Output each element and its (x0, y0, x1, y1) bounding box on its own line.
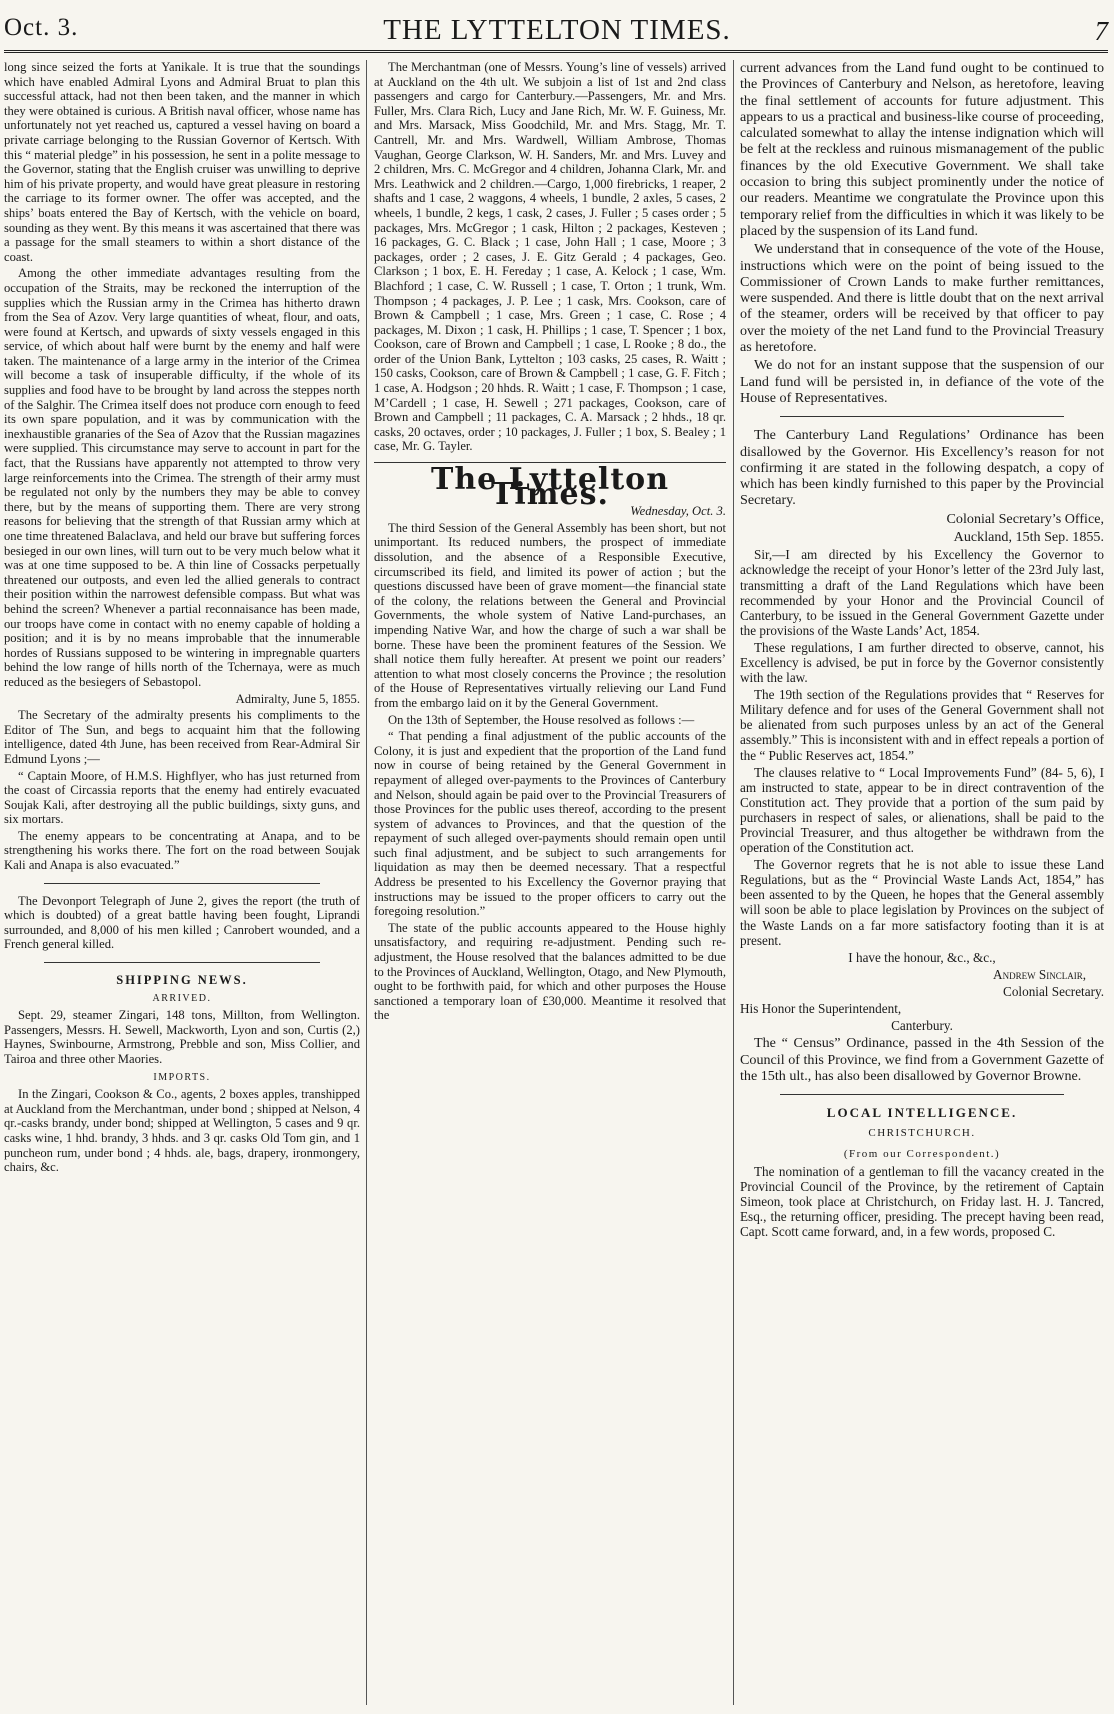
correspondent-note: (From our Correspondent.) (843, 1147, 1001, 1160)
paragraph: The Devonport Telegraph of June 2, gives the report (the truth of which is doubted) of a great battle having been fought, Liprandi surrounded, and 8,000 of his men killed ; Canrobert wounded, and a French general killed. (4, 893, 360, 952)
section-rule (44, 962, 320, 963)
paragraph: The Governor regrets that he is not able to issue these Land Regulations, but as the “ Provincial Waste Lands Act, 1854,” has been assented to by the Queen, he hopes that the General assembly will soon be able to place legislation by Provinces on the subject of the Waste Lands on a far more satisfactory footing than it is at present. (740, 857, 1104, 948)
paragraph: The third Session of the General Assembly has been short, but not unimportant. Its reduced numbers, the prospect of immediate dissolution, and the absence of a Responsible Executive, circumscribed its field, and limited its power of action ; but the questions discussed have been of grave moment—the financial state of the colony, the relations between the General and Provincial Governments, the whole system of Native Land-purchases, an impending Native War, and how the charge of such a war shall be borne. These have been the prominent features of the Session. We shall notice them fully hereafter. At present we point our readers’ attention to what most closely concerns the Province ; the resolution of the House of Representatives virtually relieving our Land Fund from the embargo laid on it by the General Government. (374, 520, 726, 710)
masthead (0, 0, 1114, 52)
paragraph: “ That pending a final adjustment of the public accounts of the Colony, it is just and expedient that the proportion of the Land fund now in course of being retained by the General Government in repayment of alleged over-payments to the Provinces of Canterbury and Nelson, should again be paid over to the Provincial Treasurers of those Provinces for the public uses thereof, according to the present system of advances to Provinces, and that the question of the repayment of such alleged over-payments should remain open until such final adjustment, and be subject to such arrangements for liquidation as may then be deemed necessary. That a respectful Address be presented to his Excellency the Governor praying that instructions may be issued to the proper officers to carry out the foregoing resolution.” (374, 729, 726, 919)
masthead-rule (4, 50, 1108, 53)
paragraph: In the Zingari, Cookson & Co., agents, 2 boxes apples, transhipped at Auckland from the Merchantman, under bond ; shipped at Nelson, 4 qr.-casks brandy, under bond; shipped at Wellington, 5 cases and 9 qr. casks wine, 1 hhd. brandy, 3 hhds. and 3 qr. casks Old Tom gin, and 1 puncheon rum, under bond ; 4 hhds. ale, bags, drapery, ironmongery, chairs, &c. (4, 1087, 360, 1175)
section-heading: SHIPPING NEWS. (116, 973, 248, 988)
despatch-date: Auckland, 15th Sep. 1855. (953, 529, 1104, 546)
column-2 (374, 60, 726, 1705)
paragraph: long since seized the forts at Yanikale. It is true that the soundings which have enabled Admiral Lyons and Admiral Bruat to plan this successful attack, had not then been taken, and the manner in which they were obtained is curious. A British naval officer, whose name has unfortunately not yet reached us, captured a vessel having on board a private carriage belonging to the Russian Governor of Kertsch. With this “ material pledge” in his possession, he sent in a polite message to the Governor, stating that the English cruiser was unwilling to deprive him of his private property, and would have great pleasure in restoring the carriage to its former owner. The offer was accepted, and the ships’ boats entered the Bay of Kertsch, with the vehicle on board, sounding as they went. By this means it was ascertained that there was a passage for the small steamers to within a short distance of the coast. (4, 60, 360, 264)
subsection-heading: IMPORTS. (153, 1071, 211, 1083)
column-divider (733, 60, 734, 1705)
local-body (740, 1164, 1104, 1239)
issue-date: Oct. 3. (4, 14, 79, 41)
paragraph: The state of the public accounts appeared to the House highly unsatisfactory, and requiring re-adjustment. Pending such re-adjustment, the House resolved that the balances admitted to be due to the Provinces of Auckland, Wellington, Otago, and New Plymouth, ought to be forthwith paid, for which and other purposes the House sanctioned a temporary loan of £30,000. Meantime it resolved that the (374, 920, 726, 1023)
newspaper-title: THE LYTTELTON TIMES. (383, 14, 731, 46)
paragraph: Among the other immediate advantages resulting from the occupation of the Straits, may be reckoned the interruption of the supplies which the Russian army in the Crimea has hitherto drawn from the Sea of Azov. Very large quantities of wheat, flour, and oats, were found at Kertsch, and upwards of sixty vessels engaged in this service, of which about half were burnt by the enemy and half were taken. The maintenance of a large army in the interior of the Crimea will become a task of insuperable difficulty, if the whole of its supplies and food have to be brought by land across the steppes north of the Salghir. The Crimea itself does not produce corn enough to feed its own spare population, and it was by communication with the inexhaustible granaries of the Sea of Azov that the Russian magazines were supplied. This circumstance may serve to account in part for the fact, that the Russians have apparently not attempted to throw very large reinforcements into the Crimea. The strength of their army must be regulated not only by the numbers they may be able to convey there, but by the means of supporting them. There are very strong reasons for believing that the strength of that Russian army which at one time threatened Balaclava, and held our brave but suffering forces besieged in our own lines, will turn out to be very much below what it was at one time supposed to be. A thin line of Cossacks perpetually threatened our outposts, and even led the allied generals to contract their position within the narrowest defensible compass. But what was behind the screen? Whenever a partial reconnaisance has been made, our troops have come in contact with no enemy capable of holding a position; and it is by no means improbable that the innumerable hordes of Russians supposed to be wintering in impregnable quarters behind the low range of hills north of the Tchernaya, were as much reduced as the besiegers of Sebastopol. (4, 266, 360, 689)
paragraph: The Secretary of the admiralty presents his compliments to the Editor of The Sun, and begs to acquaint him that the following intelligence, dated 4th June, has been received from Rear-Admiral Sir Edmund Lyons ;— (4, 708, 360, 766)
paragraph: The enemy appears to be concentrating at Anapa, and to be strengthening his works there. The fort on the road between Soujak Kali and Anapa is also evacuated.” (4, 828, 360, 873)
section-rule (780, 416, 1064, 417)
paragraph: The clauses relative to “ Local Improvements Fund” (84- 5, 6), I am instructed to state, appear to be in direct contravention of the Constitution act. They provide that a portion of the sum paid by purchasers in respect of sales, or alienations, shall be paid to the Provincial Treasurer, and thus altogether be withdrawn from the operation of the Constitution act. (740, 764, 1104, 856)
signer-name: Andrew Sinclair, (993, 966, 1086, 982)
paragraph: We do not for an instant suppose that the suspension of our Land fund will be persisted in, in defiance of the vote of the House of Representatives. (740, 357, 1104, 406)
addressee-place: Canterbury. (891, 1018, 953, 1034)
column-1 (4, 60, 360, 1705)
dateline: Admiralty, June 5, 1855. (235, 691, 360, 706)
despatch-office: Colonial Secretary’s Office, (946, 510, 1104, 527)
column-divider (366, 60, 367, 1705)
paragraph: We understand that in consequence of the vote of the House, instructions which were on the point of being issued to the Commissioner of Crown Lands to make further remittances, were suspended. And there is little doubt that on the next arrival of the steamer, orders will be received by that officer to pay over the moiety of the net Land fund to the Provincial Treasury as heretofore. (740, 241, 1104, 356)
paragraph: On the 13th of September, the House resolved as follows :— (388, 712, 695, 727)
paragraph: The Merchantman (one of Messrs. Young’s line of vessels) arrived at Auckland on the 4th ult. We subjoin a list of 1st and 2nd class passengers and cargo for Canterbury.—Passengers, Mr. and Mrs. Fuller, Mrs. Clara Rich, Lucy and Jane Rich, Mr. W. F. Guiness, Mr. and Mrs. Marsack, Miss Goodchild, Mr. and Mrs. Stagg, Mr. T. Cantrell, Mr. and Mrs. Wardwell, William Ambrose, Thomas Vaughan, George Clarkson, W. H. Sanders, Mr. and Mrs. Luvey and 2 children, Mrs. C. McGregor and 4 children, Johanna Clark, Mr. and Mrs. Leathwick and 2 children.—Cargo, 1,000 firebricks, 1 reaper, 2 shafts and 1 case, 2 waggons, 4 wheels, 1 bundle, 2 axles, 5 cases, 2 wheels, 1 bundle, 2 kegs, 1 cask, 2 cases, J. Fuller ; 5 cases order ; 5 packages, Mrs. McGregor ; 1 cask, Hilton ; 2 packages, Kesteven ; 16 packages, G. C. Black ; 1 case, John Hall ; 1 case, Moore ; 3 packages, order ; 2 cases, J. E. Gitz Gerald ; 4 packages, Geo. Clarkson ; 1 box, E. H. Fereday ; 1 case, A. Kelock ; 1 case, Wm. Blachford ; 1 case, C. W. Russell ; 1 case, T. Orton ; 1 trunk, Wm. Thompson ; 4 packages, J. P. Lee ; 1 cask, Mrs. Cookson, care of Brown & Campbell ; 1 case, Mrs. Green ; 1 case, C. Rose ; 4 packages, M. Dixon ; 1 cask, H. Phillips ; 1 case, T. Spencer ; 1 box, Cookson, care of Brown and Campbell ; 1 case, L Rooke ; 8 do., the order of the Union Bank, Lyttelton ; 103 casks, 25 cases, R. Waitt ; 150 casks, Cookson, care of Brown & Campbell ; 1 case, G. F. Fitch ; 1 case, A. Hodgson ; 20 hhds. R. Waitt ; 1 case, F. Thompson ; 1 case, M’Cardell ; 1 case, H. Sewell ; 271 packages, Cookson, care of Brown and Campbell ; 11 packages, C. A. Marsack ; 2 hhds., 18 qr. casks, 20 octaves, order ; 10 packages, J. Fuller ; 1 box, S. Bealey ; 1 case, Mr. G. Tayler. (374, 60, 726, 454)
paragraph: The nomination of a gentleman to fill the vacancy created in the Provincial Council of the Province, by the retirement of Captain Simeon, took place at Christchurch, on Friday last. H. J. Tancred, Esq., the returning officer, presiding. The precept having been read, Capt. Scott came forward, and, in a few words, proposed C. (740, 1164, 1104, 1240)
paragraph: “ Captain Moore, of H.M.S. Highflyer, who has just returned from the coast of Circassia reports that the enemy had entirely evacuated Soujak Kali, after destroying all the public buildings, sixty guns, and six mortars. (4, 768, 360, 827)
despatch-body (740, 547, 1104, 1033)
section-rule (780, 1094, 1064, 1095)
paragraph: The Canterbury Land Regulations’ Ordinance has been disallowed by the Governor. His Excellency’s reason for not confirming it are stated in the following despatch, a copy of which has been kindly furnished to this paper by the Provincial Secretary. (740, 427, 1104, 509)
editorial-date: Wednesday, Oct. 3. (630, 504, 726, 519)
subsection-heading: ARRIVED. (152, 992, 212, 1004)
section-heading: LOCAL INTELLIGENCE. (826, 1105, 1018, 1121)
paragraph: The 19th section of the Regulations provides that “ Reserves for Military defence and for uses of the General Government shall not be alienated from such purposes unless by an act of the General assembly.” This is inconsistent with and in effect repeals a portion of the “ Public Reserves act, 1854.” (740, 687, 1104, 763)
signer-title: Colonial Secretary. (1003, 983, 1104, 999)
paragraph: Sept. 29, steamer Zingari, 148 tons, Millton, from Wellington. Passengers, Messrs. H. Sewell, Mackworth, Lyon and son, Curtis (2,) Haynes, Swinbourne, Armstrong, Prebble and son, Miss Collier, and Tairoa and three other Maories. (4, 1008, 360, 1066)
paragraph: These regulations, I am further directed to observe, cannot, his Excellency is advised, be put in force by the Governor consistently with the law. (740, 639, 1104, 686)
editorial-masthead: The Lyttelton Times. (431, 462, 669, 512)
addressee: His Honor the Superintendent, (740, 1001, 902, 1017)
paragraph: current advances from the Land fund ought to be continued to the Provinces of Canterbury and Nelson, as heretofore, leaving the final settlement of accounts for future adjustment. This appears to us a practical and business-like course of proceeding, calculated somewhat to allay the intense indignation which will be felt at the reckless and ruinous mismanagement of the public finances by the old Executive Government. We shall take occasion to bring this subject prominently under the notice of our readers. Meantime we congratulate the Province upon this temporary relief from the difficulties in which it was likely to be placed by the suspension of its Land fund. (740, 60, 1104, 239)
closing: I have the honour, &c., &c., (848, 949, 996, 965)
section-rule (44, 883, 320, 884)
subsection-heading: CHRISTCHURCH. (868, 1127, 976, 1140)
column-3 (740, 60, 1104, 1705)
paragraph: Sir,—I am directed by his Excellency the Governor to acknowledge the receipt of your Honor’s letter of the 23rd July last, transmitting a draft of the Land Regulations which have been recommended by your Honor and the Provincial Council of Canterbury, to be issued in the General Government Gazette under the provisions of the Waste Lands’ Act, 1854. (740, 547, 1104, 638)
paragraph: The “ Census” Ordinance, passed in the 4th Session of the Council of this Province, we find from a Government Gazette of the 15th ult., has also been disallowed by Governor Browne. (740, 1035, 1104, 1084)
page-number: 7 (1094, 16, 1108, 46)
